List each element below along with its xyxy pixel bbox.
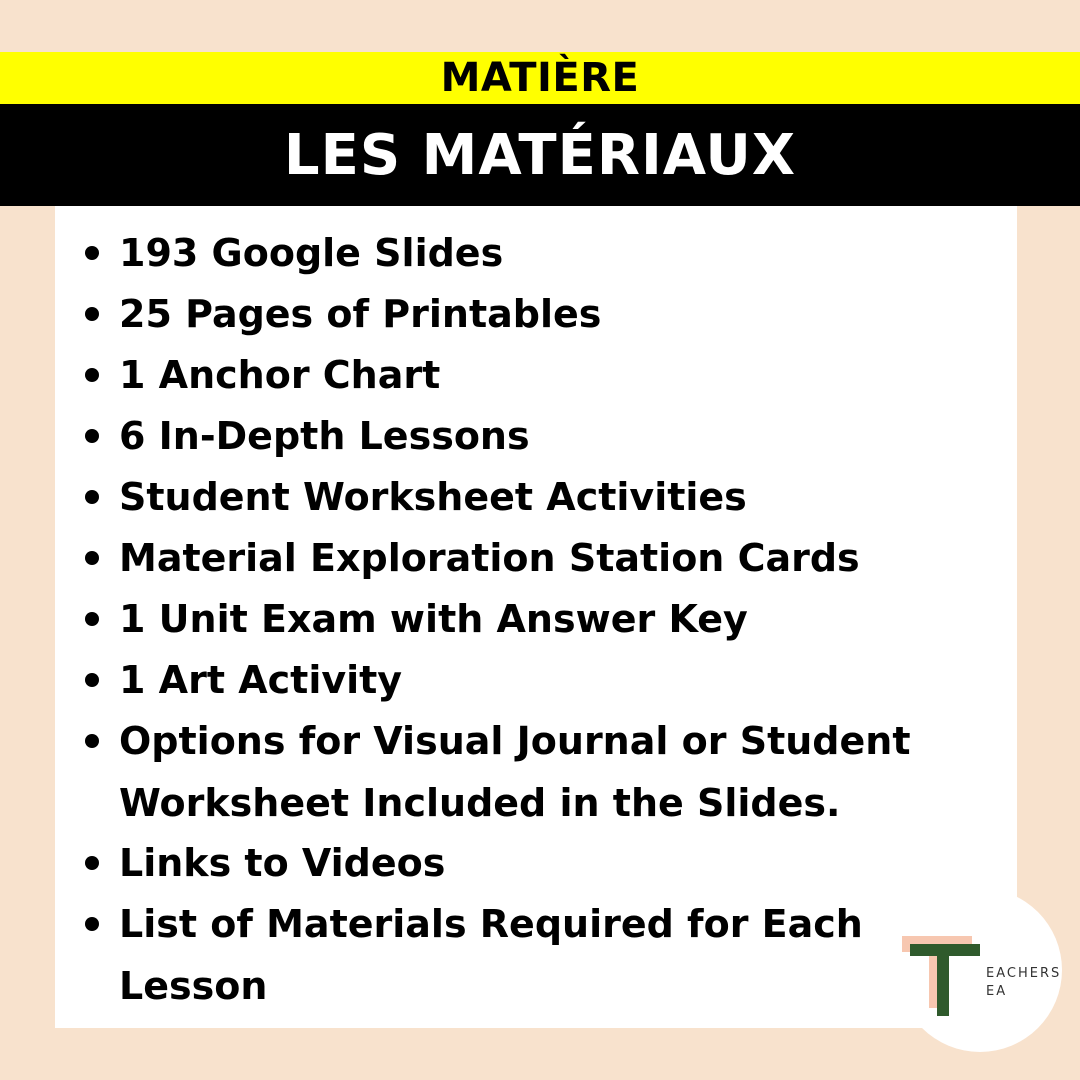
- list-item-text: 1 Unit Exam with Answer Key: [119, 597, 748, 641]
- list-item-text: Options for Visual Journal or Student Worksheet Included in the Slides.: [119, 719, 911, 825]
- list-item-text: Links to Videos: [119, 841, 446, 885]
- bullet-icon: [85, 734, 99, 748]
- list-item-text: 193 Google Slides: [119, 231, 504, 275]
- list-item-text: 1 Anchor Chart: [119, 353, 441, 397]
- bullet-icon: [85, 673, 99, 687]
- logo-t-mark-shadow-stem: [937, 944, 949, 1016]
- bullet-icon: [85, 490, 99, 504]
- bullet-icon: [85, 307, 99, 321]
- bullet-icon: [85, 429, 99, 443]
- logo-text-line1: EACHERS: [986, 966, 1062, 981]
- bullet-icon: [85, 551, 99, 565]
- list-item-text: 6 In-Depth Lessons: [119, 414, 530, 458]
- subject-label: MATIÈRE: [440, 55, 640, 101]
- list-item-text: 1 Art Activity: [119, 658, 403, 702]
- bullet-icon: [85, 917, 99, 931]
- bullet-icon: [85, 856, 99, 870]
- list-item-text: Material Exploration Station Cards: [119, 536, 860, 580]
- list-item-text: Student Worksheet Activities: [119, 475, 747, 519]
- list-item-text: List of Materials Required for Each Lesson: [119, 902, 863, 1008]
- list-item-text: 25 Pages of Printables: [119, 292, 602, 336]
- subject-banner: [0, 52, 1080, 104]
- title-banner: [0, 104, 1080, 206]
- bullet-icon: [85, 246, 99, 260]
- logo-text-line2: EA: [986, 984, 1008, 999]
- page-title: LES MATÉRIAUX: [283, 122, 797, 188]
- bullet-icon: [85, 612, 99, 626]
- content-panel: [55, 206, 1017, 1028]
- bullet-icon: [85, 368, 99, 382]
